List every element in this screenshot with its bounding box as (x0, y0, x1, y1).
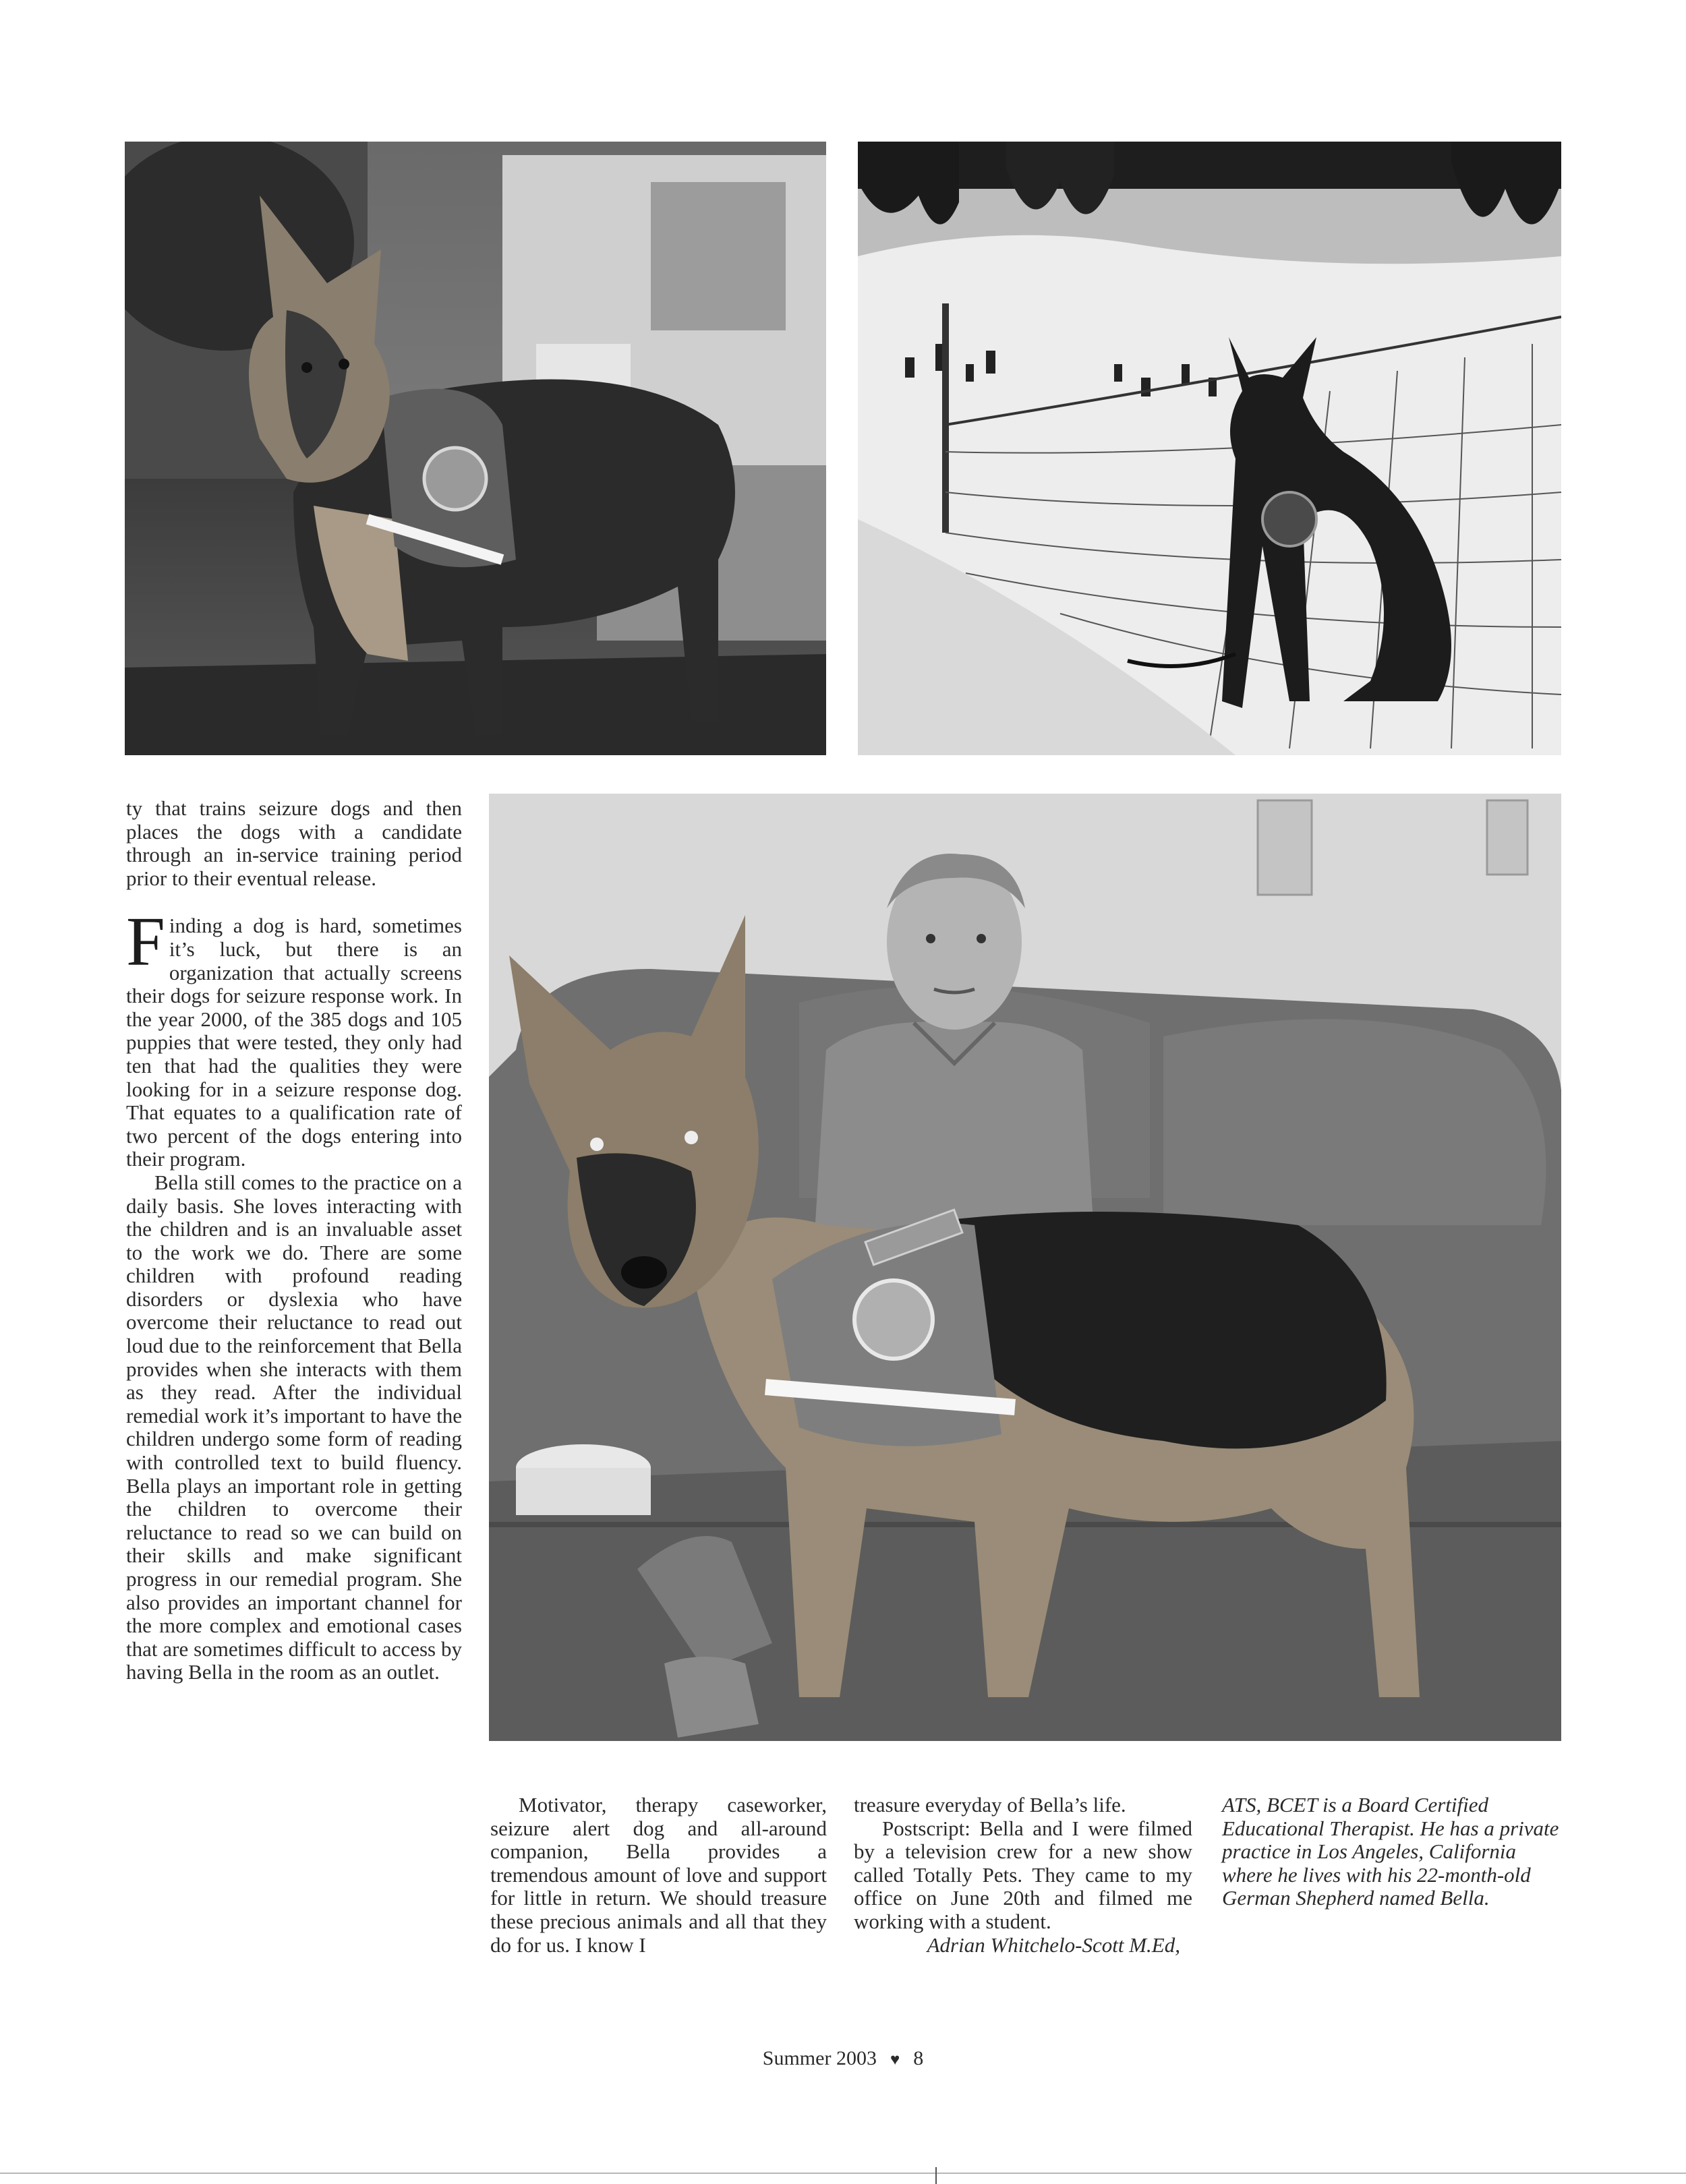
author-signature: Adrian Whitchelo-Scott M.Ed, (927, 1932, 1180, 1957)
photo-dog-in-snow (858, 142, 1561, 755)
photo-man-with-dog-on-sofa (489, 794, 1561, 1741)
paragraph-treasure: treasure everyday of Bella’s life. (854, 1793, 1126, 1817)
article-column-2 (490, 1794, 827, 1957)
paragraph-postscript: Postscript: Bella and I were filmed by a television crew for a new show called Totally Pets. They came to my office on June 20th and filmed me working with a student. (854, 1816, 1192, 1933)
author-bio-text: ATS, BCET is a Board Certified Educational Therapist. He has a private practice in Los Angeles, California where he lives with his 22-month-old German Shepherd named Bella. (1222, 1793, 1559, 1910)
drop-cap: F (126, 903, 165, 981)
paragraph-continuation: ty that trains seizure dogs and then places the dogs with a candidate through an in-service training period prior to their eventual release. (126, 796, 462, 890)
article-column-1 (126, 797, 462, 1684)
paragraph-finding-a-dog (126, 903, 462, 1171)
author-bio (1222, 1794, 1562, 1910)
page-footer (0, 2047, 1686, 2070)
scan-edge-tick (935, 2167, 937, 2184)
paragraph-bella-practice: Bella still comes to the practice on a daily basis. She loves interacting with the children and is an invaluable asset to the work we do. There are some children with profound reading disorders or dyslexia who have overcome their reluctance to read out loud due to the reinforcement that Bella provides when she interacts with them as they read. After the individual remedial work it’s important to have the children undergo some form of reading with controlled text to build fluency. Bella plays an important role in getting the children to overcome their reluctance to read so we can build on their skills and make significant progress in our remedial program. She also provides an important channel for the more complex and emotional cases that are sometimes difficult to access by having Bella in the room as an outlet. (126, 1170, 462, 1684)
page-number: 8 (913, 2047, 924, 2069)
paragraph-body: inding a dog is hard, sometimes it’s luck, but there is an organization that actually screens their dogs for seizure response work. In the year 2000, of the 385 dogs and 105 puppies that were tested, they only had ten that had the qualities they were looking for in a seizure response dog. That equates to a qualification rate of two percent of the dogs entering into their program. (126, 914, 462, 1171)
photo-dog-on-lawn (125, 142, 826, 755)
scan-edge-line (0, 2173, 1686, 2174)
issue-label: Summer 2003 (762, 2047, 877, 2069)
heart-icon: ♥ (890, 2051, 900, 2069)
paragraph-motivator: Motivator, therapy caseworker, seizure alert dog and all-around companion, Bella provides a tremendous amount of love and support for little in return. We should treasure these precious animals and all that they do for us. I know I (490, 1793, 827, 1957)
article-column-3 (854, 1794, 1192, 1957)
